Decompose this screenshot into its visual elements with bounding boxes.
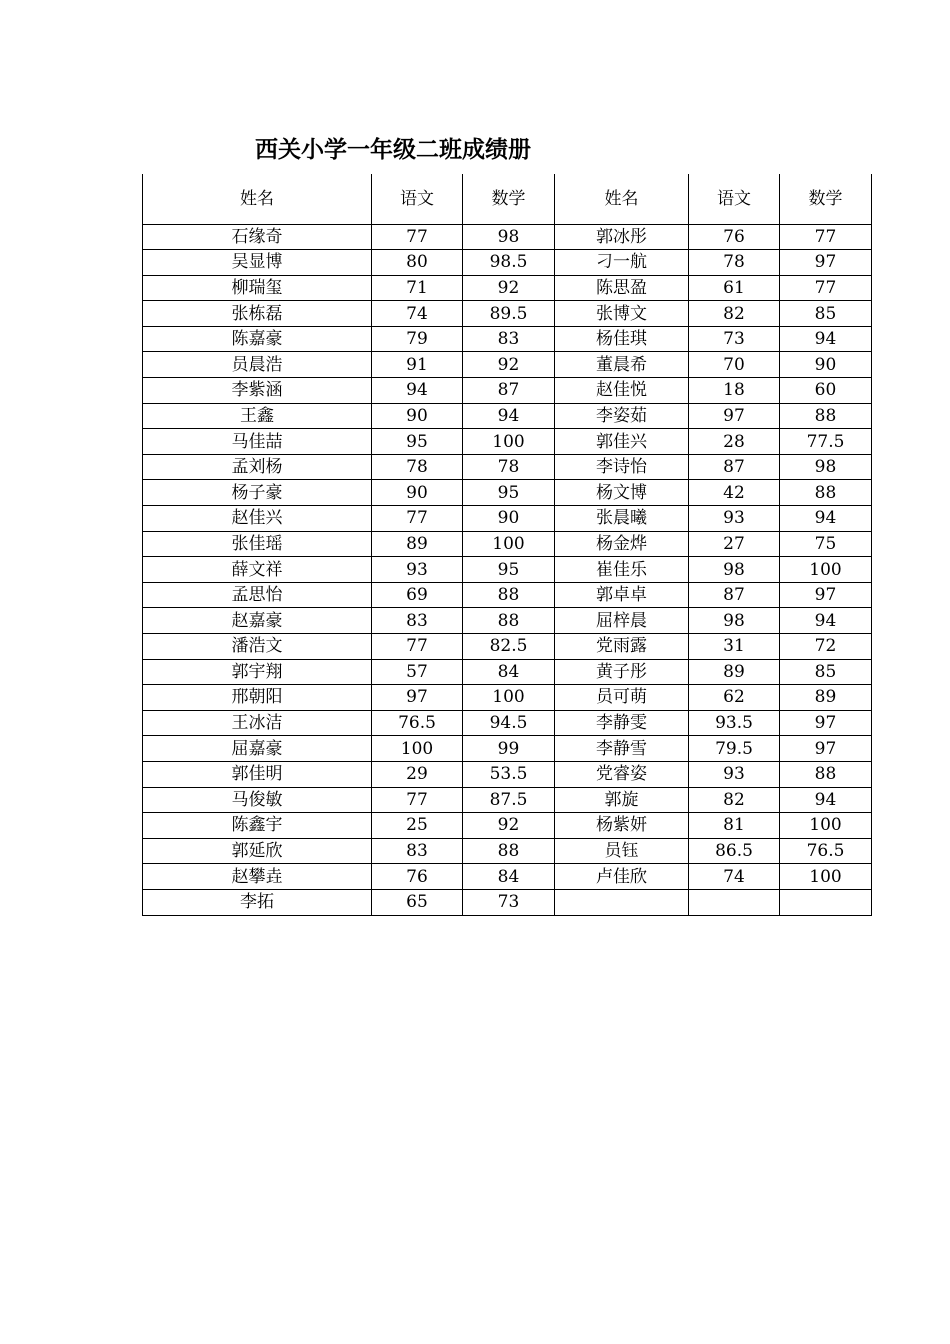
math-score-cell: 88 [463, 838, 555, 864]
student-name-cell: 王冰洁 [143, 710, 372, 736]
math-score-cell: 88 [780, 403, 872, 429]
math-score-cell: 97 [780, 736, 872, 762]
math-score-cell [780, 889, 872, 915]
student-name-cell: 赵佳兴 [143, 506, 372, 532]
student-name-cell: 崔佳乐 [555, 557, 689, 583]
table-row [143, 634, 872, 660]
student-name-cell: 李紫涵 [143, 378, 372, 404]
math-score-cell: 90 [780, 352, 872, 378]
math-score-cell: 72 [780, 634, 872, 660]
chinese-score-cell: 62 [689, 685, 780, 711]
chinese-score-cell: 97 [689, 403, 780, 429]
chinese-score-cell: 87 [689, 454, 780, 480]
math-score-cell: 82.5 [463, 634, 555, 660]
chinese-score-cell: 81 [689, 813, 780, 839]
table-row [143, 736, 872, 762]
math-score-cell: 84 [463, 659, 555, 685]
chinese-score-cell: 42 [689, 480, 780, 506]
student-name-cell: 郭冰彤 [555, 224, 689, 250]
student-name-cell: 孟思怡 [143, 582, 372, 608]
student-name-cell: 赵佳悦 [555, 378, 689, 404]
table-row [143, 378, 872, 404]
student-name-cell: 屈梓晨 [555, 608, 689, 634]
student-name-cell: 张博文 [555, 301, 689, 327]
chinese-score-cell: 25 [372, 813, 463, 839]
student-name-cell: 柳瑞玺 [143, 275, 372, 301]
chinese-score-cell: 83 [372, 838, 463, 864]
math-score-cell: 84 [463, 864, 555, 890]
chinese-score-cell: 27 [689, 531, 780, 557]
student-name-cell: 卢佳欣 [555, 864, 689, 890]
student-name-cell: 邢朝阳 [143, 685, 372, 711]
student-name-cell: 党睿姿 [555, 761, 689, 787]
chinese-score-cell: 83 [372, 608, 463, 634]
math-score-cell: 98.5 [463, 250, 555, 276]
student-name-cell: 王鑫 [143, 403, 372, 429]
chinese-score-cell: 90 [372, 480, 463, 506]
math-score-cell: 89.5 [463, 301, 555, 327]
student-name-cell: 刁一航 [555, 250, 689, 276]
student-name-cell: 孟刘杨 [143, 454, 372, 480]
math-score-cell: 94 [463, 403, 555, 429]
table-row [143, 864, 872, 890]
math-score-cell: 88 [463, 608, 555, 634]
student-name-cell [555, 889, 689, 915]
table-row [143, 813, 872, 839]
student-name-cell: 员可萌 [555, 685, 689, 711]
math-score-cell: 94 [780, 787, 872, 813]
table-row [143, 685, 872, 711]
student-name-cell: 员钰 [555, 838, 689, 864]
student-name-cell: 郭卓卓 [555, 582, 689, 608]
math-score-cell: 97 [780, 710, 872, 736]
table-row [143, 403, 872, 429]
math-score-cell: 77 [780, 224, 872, 250]
chinese-score-cell: 31 [689, 634, 780, 660]
math-score-cell: 92 [463, 813, 555, 839]
chinese-score-cell: 57 [372, 659, 463, 685]
header-name-left: 姓名 [143, 174, 372, 224]
math-score-cell: 100 [463, 685, 555, 711]
chinese-score-cell: 73 [689, 326, 780, 352]
student-name-cell: 李静雪 [555, 736, 689, 762]
math-score-cell: 83 [463, 326, 555, 352]
chinese-score-cell: 93.5 [689, 710, 780, 736]
chinese-score-cell: 61 [689, 275, 780, 301]
chinese-score-cell: 79 [372, 326, 463, 352]
table-row [143, 480, 872, 506]
header-chinese-left: 语文 [372, 174, 463, 224]
page-title: 西关小学一年级二班成绩册 [255, 137, 531, 163]
chinese-score-cell: 76 [372, 864, 463, 890]
student-name-cell: 陈嘉豪 [143, 326, 372, 352]
chinese-score-cell: 80 [372, 250, 463, 276]
table-row [143, 224, 872, 250]
student-name-cell: 郭佳明 [143, 761, 372, 787]
math-score-cell: 98 [780, 454, 872, 480]
student-name-cell: 屈嘉豪 [143, 736, 372, 762]
chinese-score-cell: 79.5 [689, 736, 780, 762]
math-score-cell: 97 [780, 250, 872, 276]
math-score-cell: 95 [463, 480, 555, 506]
table-body [143, 224, 872, 915]
math-score-cell: 89 [780, 685, 872, 711]
math-score-cell: 90 [463, 506, 555, 532]
header-math-left: 数学 [463, 174, 555, 224]
table-row [143, 659, 872, 685]
student-name-cell: 李诗怡 [555, 454, 689, 480]
student-name-cell: 马俊敏 [143, 787, 372, 813]
student-name-cell: 陈思盈 [555, 275, 689, 301]
chinese-score-cell: 86.5 [689, 838, 780, 864]
student-name-cell: 石缘奇 [143, 224, 372, 250]
table-row [143, 454, 872, 480]
student-name-cell: 张晨曦 [555, 506, 689, 532]
math-score-cell: 94 [780, 326, 872, 352]
table-row [143, 506, 872, 532]
chinese-score-cell: 97 [372, 685, 463, 711]
math-score-cell: 100 [780, 864, 872, 890]
table-row [143, 557, 872, 583]
student-name-cell: 吴显博 [143, 250, 372, 276]
chinese-score-cell: 95 [372, 429, 463, 455]
student-name-cell: 陈鑫宇 [143, 813, 372, 839]
header-math-right: 数学 [780, 174, 872, 224]
math-score-cell: 100 [463, 531, 555, 557]
table-row [143, 889, 872, 915]
math-score-cell: 87 [463, 378, 555, 404]
student-name-cell: 赵攀垚 [143, 864, 372, 890]
student-name-cell: 杨紫妍 [555, 813, 689, 839]
math-score-cell: 77 [780, 275, 872, 301]
chinese-score-cell: 71 [372, 275, 463, 301]
table-row [143, 787, 872, 813]
table-row [143, 838, 872, 864]
chinese-score-cell: 98 [689, 608, 780, 634]
math-score-cell: 95 [463, 557, 555, 583]
student-name-cell: 李姿茹 [555, 403, 689, 429]
math-score-cell: 85 [780, 301, 872, 327]
math-score-cell: 92 [463, 352, 555, 378]
table-row [143, 326, 872, 352]
student-name-cell: 郭佳兴 [555, 429, 689, 455]
math-score-cell: 92 [463, 275, 555, 301]
math-score-cell: 100 [463, 429, 555, 455]
chinese-score-cell: 91 [372, 352, 463, 378]
student-name-cell: 李静雯 [555, 710, 689, 736]
student-name-cell: 李拓 [143, 889, 372, 915]
math-score-cell: 99 [463, 736, 555, 762]
chinese-score-cell: 98 [689, 557, 780, 583]
student-name-cell: 潘浩文 [143, 634, 372, 660]
chinese-score-cell: 82 [689, 787, 780, 813]
header-chinese-right: 语文 [689, 174, 780, 224]
chinese-score-cell: 74 [689, 864, 780, 890]
math-score-cell: 98 [463, 224, 555, 250]
math-score-cell: 53.5 [463, 761, 555, 787]
student-name-cell: 张栋磊 [143, 301, 372, 327]
chinese-score-cell: 77 [372, 634, 463, 660]
chinese-score-cell: 28 [689, 429, 780, 455]
math-score-cell: 78 [463, 454, 555, 480]
student-name-cell: 郭延欣 [143, 838, 372, 864]
chinese-score-cell: 70 [689, 352, 780, 378]
chinese-score-cell: 76 [689, 224, 780, 250]
student-name-cell: 董晨希 [555, 352, 689, 378]
chinese-score-cell: 69 [372, 582, 463, 608]
math-score-cell: 77.5 [780, 429, 872, 455]
student-name-cell: 黄子彤 [555, 659, 689, 685]
table-header-row [143, 174, 872, 224]
table-row [143, 275, 872, 301]
chinese-score-cell: 100 [372, 736, 463, 762]
math-score-cell: 88 [463, 582, 555, 608]
chinese-score-cell: 90 [372, 403, 463, 429]
student-name-cell: 杨金烨 [555, 531, 689, 557]
chinese-score-cell: 76.5 [372, 710, 463, 736]
table-row [143, 250, 872, 276]
chinese-score-cell: 93 [689, 506, 780, 532]
math-score-cell: 73 [463, 889, 555, 915]
chinese-score-cell: 93 [372, 557, 463, 583]
table-row [143, 710, 872, 736]
math-score-cell: 88 [780, 480, 872, 506]
student-name-cell: 郭旋 [555, 787, 689, 813]
student-name-cell: 员晨浩 [143, 352, 372, 378]
math-score-cell: 88 [780, 761, 872, 787]
math-score-cell: 100 [780, 813, 872, 839]
student-name-cell: 薛文祥 [143, 557, 372, 583]
grades-table [142, 174, 872, 916]
table-row [143, 352, 872, 378]
student-name-cell: 赵嘉豪 [143, 608, 372, 634]
chinese-score-cell: 65 [372, 889, 463, 915]
chinese-score-cell: 78 [689, 250, 780, 276]
student-name-cell: 杨文博 [555, 480, 689, 506]
chinese-score-cell: 77 [372, 506, 463, 532]
chinese-score-cell: 77 [372, 787, 463, 813]
chinese-score-cell: 77 [372, 224, 463, 250]
math-score-cell: 97 [780, 582, 872, 608]
table-row [143, 429, 872, 455]
table-row [143, 761, 872, 787]
math-score-cell: 100 [780, 557, 872, 583]
chinese-score-cell: 82 [689, 301, 780, 327]
chinese-score-cell: 89 [372, 531, 463, 557]
student-name-cell: 杨子豪 [143, 480, 372, 506]
header-name-right: 姓名 [555, 174, 689, 224]
chinese-score-cell: 18 [689, 378, 780, 404]
chinese-score-cell: 74 [372, 301, 463, 327]
student-name-cell: 杨佳琪 [555, 326, 689, 352]
chinese-score-cell: 94 [372, 378, 463, 404]
table-row [143, 301, 872, 327]
chinese-score-cell: 89 [689, 659, 780, 685]
math-score-cell: 94.5 [463, 710, 555, 736]
chinese-score-cell [689, 889, 780, 915]
student-name-cell: 马佳喆 [143, 429, 372, 455]
math-score-cell: 87.5 [463, 787, 555, 813]
student-name-cell: 党雨露 [555, 634, 689, 660]
chinese-score-cell: 78 [372, 454, 463, 480]
table-row [143, 582, 872, 608]
table-row [143, 531, 872, 557]
chinese-score-cell: 93 [689, 761, 780, 787]
chinese-score-cell: 29 [372, 761, 463, 787]
math-score-cell: 94 [780, 506, 872, 532]
math-score-cell: 76.5 [780, 838, 872, 864]
student-name-cell: 郭宇翔 [143, 659, 372, 685]
student-name-cell: 张佳瑶 [143, 531, 372, 557]
math-score-cell: 94 [780, 608, 872, 634]
chinese-score-cell: 87 [689, 582, 780, 608]
table-row [143, 608, 872, 634]
math-score-cell: 75 [780, 531, 872, 557]
math-score-cell: 60 [780, 378, 872, 404]
math-score-cell: 85 [780, 659, 872, 685]
